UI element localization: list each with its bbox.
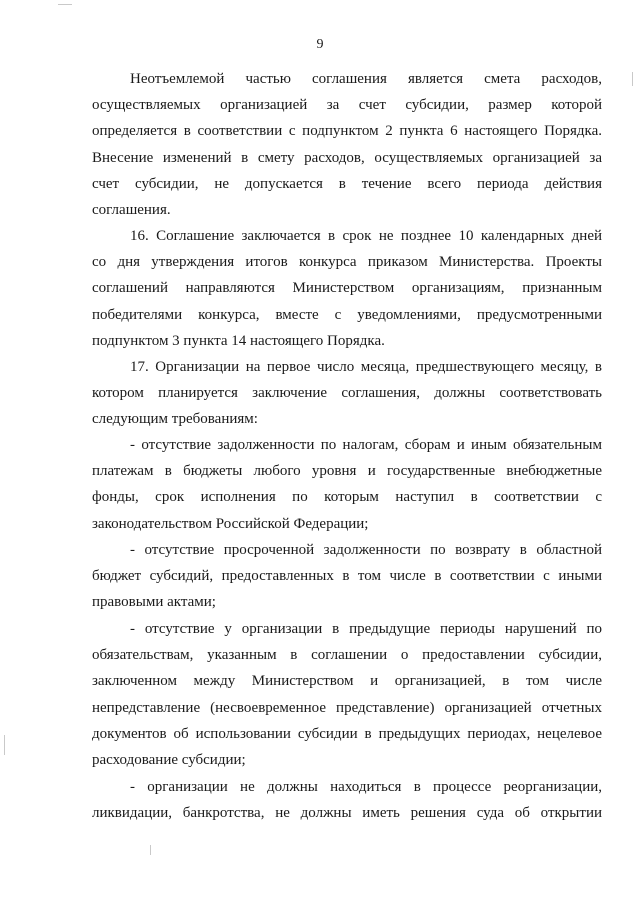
text-line: со дня утверждения итогов конкурса приказом Министерства. Проекты [92, 254, 602, 271]
text-line: непредставление (несвоевременное представление) организацией отчетных [92, 699, 602, 716]
scan-mark [632, 72, 633, 86]
text-line: счет субсидии, не допускается в течение всего периода действия [92, 175, 602, 192]
requirement-no-reorganization [92, 774, 602, 826]
text-line: определяется в соответствии с подпунктом 2 пункта 6 настоящего Порядка. [92, 123, 602, 140]
text-line: заключенном между Министерством и организацией, в том числе [92, 673, 602, 690]
text-line: - отсутствие задолженности по налогам, сборам и иным обязательным [130, 437, 602, 453]
text-line: фонды, срок исполнения по которым наступил в соответствии с [92, 489, 602, 506]
text-line: соглашения. [92, 201, 171, 218]
text-line: правовыми актами; [92, 594, 216, 611]
text-line: - отсутствие у организации в предыдущие периоды нарушений по [130, 621, 602, 637]
text-line: платежам в бюджеты любого уровня и государственные внебюджетные [92, 463, 602, 480]
text-line: документов об использовании субсидии в предыдущих периодах, нецелевое [92, 725, 602, 742]
text-line: бюджет субсидий, предоставленных в том числе в соответствии с иными [92, 568, 602, 585]
scan-mark [4, 735, 5, 755]
text-line: законодательством Российской Федерации; [92, 515, 369, 532]
requirement-no-violations [92, 616, 602, 773]
requirement-no-overdue-debt [92, 537, 602, 616]
page-number: 9 [316, 37, 324, 52]
text-line: - отсутствие просроченной задолженности по возврату в областной [130, 542, 602, 558]
text-line: расходование субсидии; [92, 751, 246, 768]
paragraph-16 [92, 223, 602, 354]
text-line: победителями конкурса, вместе с уведомлениями, предусмотренными [92, 306, 602, 323]
text-line: - организации не должны находиться в процессе реорганизации, [130, 779, 602, 795]
text-line: Неотъемлемой частью соглашения является смета расходов, [130, 71, 602, 87]
scan-mark [58, 4, 72, 5]
text-line: следующим требованиям: [92, 411, 258, 428]
scan-mark [150, 845, 151, 855]
paragraph-estimate [92, 66, 602, 223]
text-line: ликвидации, банкротства, не должны иметь решения суда об открытии [92, 805, 602, 822]
paragraph-17 [92, 354, 602, 433]
text-line: осуществляемых организацией за счет субсидии, размер которой [92, 97, 602, 114]
text-line: подпунктом 3 пункта 14 настоящего Порядка. [92, 332, 385, 349]
requirement-no-tax-debt [92, 432, 602, 537]
text-line: 16. Соглашение заключается в срок не позднее 10 календарных дней [130, 228, 602, 244]
text-line: обязательствам, указанным в соглашении о предоставлении субсидии, [92, 647, 602, 664]
text-line: котором планируется заключение соглашения, должны соответствовать [92, 385, 602, 402]
text-line: Внесение изменений в смету расходов, осуществляемых организацией за [92, 149, 602, 166]
text-line: соглашений направляются Министерством организациям, признанным [92, 280, 602, 297]
text-line: 17. Организации на первое число месяца, предшествующего месяцу, в [130, 359, 602, 375]
